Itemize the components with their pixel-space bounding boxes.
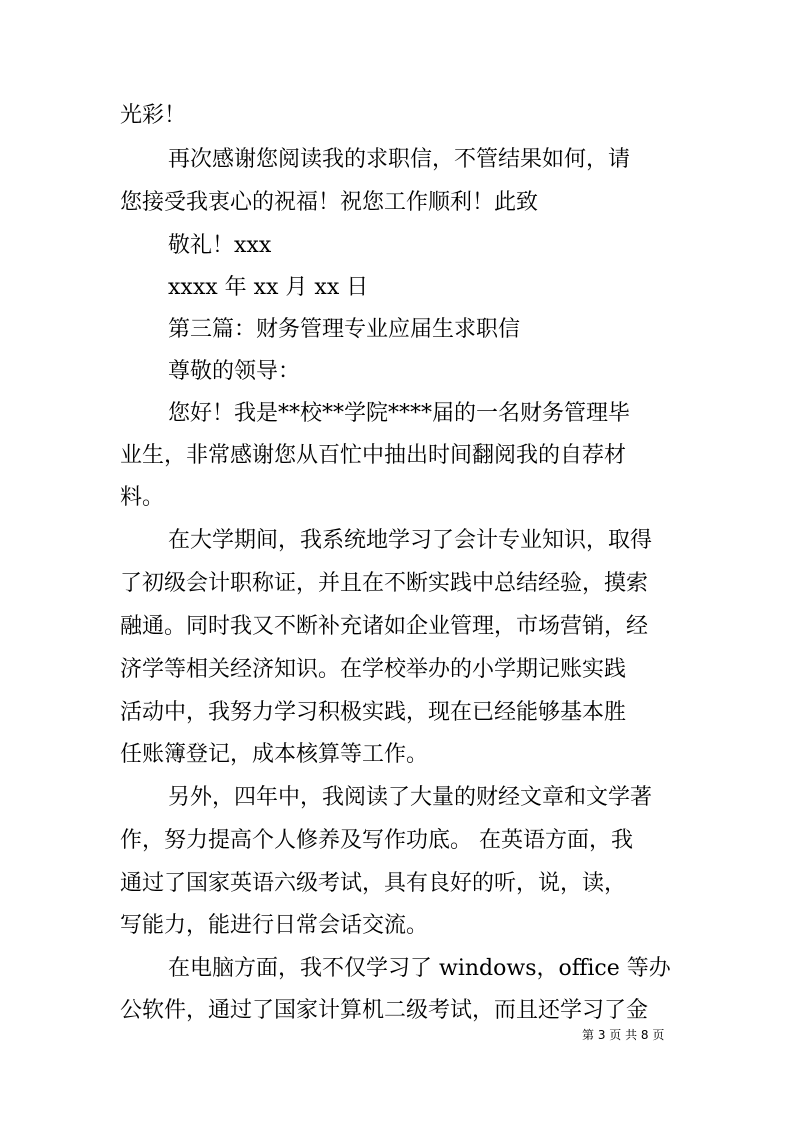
text-line: 作，努力提高个人修养及写作功底。 在英语方面，我: [120, 828, 633, 853]
text-line: 济学等相关经济知识。在学校举办的小学期记账实践: [120, 657, 627, 682]
text-line: 再次感谢您阅读我的求职信，不管结果如何，请: [168, 147, 631, 172]
text-line: 您接受我衷心的祝福！祝您工作顺利！此致: [120, 190, 539, 215]
text-line: 公软件，通过了国家计算机二级考试，而且还学习了金: [120, 998, 649, 1023]
text-line: 料。: [120, 485, 165, 510]
text-line: xxxx 年 xx 月 xx 日: [168, 275, 369, 300]
text-line: 业生，非常感谢您从百忙中抽出时间翻阅我的自荐材: [120, 443, 627, 468]
text-line: 活动中，我努力学习积极实践，现在已经能够基本胜: [120, 700, 627, 725]
text-line: 了初级会计职称证，并且在不断实践中总结经验，摸索: [120, 571, 649, 596]
text-line: 在电脑方面，我不仅学习了 windows，office 等办: [168, 956, 671, 981]
text-line: 融通。同时我又不断补充诸如企业管理，市场营销，经: [120, 614, 649, 639]
text-line: 通过了国家英语六级考试，具有良好的听，说，读，: [120, 871, 627, 896]
text-line: 您好！我是**校**学院****届的一名财务管理毕: [168, 401, 631, 426]
text-line: 任账簿登记，成本核算等工作。: [120, 742, 429, 767]
section-title: 第三篇：财务管理专业应届生求职信: [168, 317, 521, 342]
text-line: 敬礼！xxx: [168, 233, 272, 258]
text-line: 写能力，能进行日常会话交流。: [120, 913, 429, 938]
text-line: 另外，四年中，我阅读了大量的财经文章和文学著: [168, 785, 653, 810]
text-line: 尊敬的领导：: [168, 359, 301, 384]
page-number: 第 3 页 共 8 页: [582, 1028, 665, 1042]
text-line: 光彩！: [120, 103, 187, 128]
text-line: 在大学期间，我系统地学习了会计专业知识，取得: [168, 528, 653, 553]
